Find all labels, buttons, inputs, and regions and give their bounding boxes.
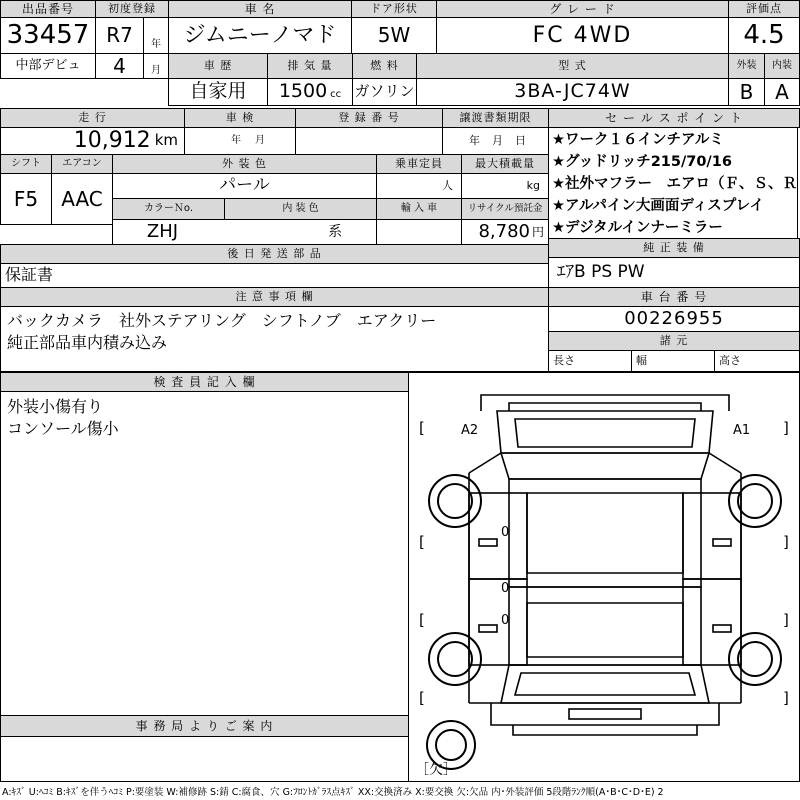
bracket-left-1: [ xyxy=(419,419,425,437)
interior-grade-label: 内装 xyxy=(764,53,800,79)
inspector-label: 検 査 員 記 入 欄 xyxy=(0,372,409,392)
car-history-label: 車 歴 xyxy=(168,53,268,79)
sales-point-item: ★アルパイン大画面ディスプレイ xyxy=(552,198,764,215)
model-code-label: 型 式 xyxy=(416,53,729,79)
door-type-label: ドア形状 xyxy=(351,0,437,18)
shaken-month-unit: 月 xyxy=(255,134,265,146)
later-parts-label: 後 日 発 送 部 品 xyxy=(0,244,549,264)
transfer-year-unit: 年 xyxy=(469,134,480,148)
ac-value: AAC xyxy=(51,173,113,225)
caution-label: 注 意 事 項 欄 xyxy=(0,287,549,307)
bracket-right-1: ] xyxy=(783,419,789,437)
mileage-label: 走 行 xyxy=(0,108,185,128)
shift-value: F5 xyxy=(0,173,52,225)
capacity-label: 乗車定員 xyxy=(376,154,462,174)
registration-year-value: R7 xyxy=(95,17,144,54)
transfer-month-unit: 月 xyxy=(492,134,503,148)
recycle-fee-number: 8,780 xyxy=(478,220,530,242)
recycle-fee-unit: 円 xyxy=(531,224,544,239)
legend-text: A:ｷｽﾞ U:ﾍｺﾐ B:ｷｽﾞを伴うﾍｺﾐ P:要塗装 W:補修跡 S:錆 C:腐食、穴 G:ﾌﾛﾝﾄｶﾞﾗｽ点ｷｽﾞ XX:交換済み X:要交換 欠:欠品 内･外装評価 5段階ﾗﾝｸ順(A･B･C･D･E) 2 xyxy=(2,787,664,798)
warranty-value: 保証書 xyxy=(0,263,549,288)
displacement-unit: cc xyxy=(330,88,342,100)
office-notice-label: 事 務 局 よ り ご 案 内 xyxy=(0,715,409,737)
bracket-left-4: [ xyxy=(419,689,425,707)
displacement-value xyxy=(267,78,353,106)
caution-notes xyxy=(0,306,549,372)
car-history-value: 自家用 xyxy=(168,78,268,106)
color-number-value xyxy=(112,219,377,245)
caution-line: バックカメラ 社外ステアリング シフトノブ エアクリー xyxy=(7,311,437,330)
inspector-line: コンソール傷小 xyxy=(7,418,119,438)
chassis-number-label: 車 台 番 号 xyxy=(548,287,800,307)
registration-year-unit: 年 xyxy=(143,17,169,54)
mileage-unit: km xyxy=(154,131,178,150)
vehicle-damage-diagram xyxy=(408,372,800,782)
mileage-number: 10,912 xyxy=(73,128,151,154)
displacement-label: 排 気 量 xyxy=(267,53,353,79)
interior-grade-value: A xyxy=(764,78,800,106)
shaken-label: 車 検 xyxy=(184,108,296,128)
transfer-deadline-label: 譲渡書類期限 xyxy=(442,108,549,128)
inspector-line: 外装小傷有り xyxy=(7,397,104,416)
bracket-right-2: ] xyxy=(783,533,789,551)
length-label: 長さ xyxy=(548,350,632,372)
damage-mark-a1: A1 xyxy=(733,423,751,438)
missing-part-mark: ［欠］ xyxy=(415,762,457,778)
max-load-value: kg xyxy=(461,173,549,199)
office-notice-area xyxy=(0,736,409,782)
plate-number-value xyxy=(295,127,443,155)
capacity-value: 人 xyxy=(376,173,462,199)
bracket-right-4: ] xyxy=(783,689,789,707)
sales-point-label: セ ー ル ス ポ イ ン ト xyxy=(548,108,800,128)
height-label: 高さ xyxy=(714,350,800,372)
car-name-label: 車 名 xyxy=(168,0,352,18)
fuel-value: ガソリン xyxy=(352,78,417,106)
color-number-label: カラーＮo. xyxy=(112,198,225,220)
lot-sub-value: 中部デビュ xyxy=(0,53,96,79)
width-label: 幅 xyxy=(631,350,715,372)
bracket-left-3: [ xyxy=(419,611,425,629)
interior-color-value: 系 xyxy=(328,223,343,240)
sales-point-item: ★グッドリッチ215/70/16 xyxy=(552,154,732,171)
sales-points-list xyxy=(548,127,798,239)
lot-number-label: 出品番号 xyxy=(0,0,96,18)
lot-number-value: 33457 xyxy=(0,17,96,54)
shift-label: シフト xyxy=(0,154,52,174)
registration-month-value: 4 xyxy=(95,53,144,79)
score-label: 評価点 xyxy=(728,0,800,18)
recycle-fee-value xyxy=(461,219,549,245)
equipment-value: ｴｱB PS PW xyxy=(548,257,800,288)
first-registration-label: 初度登録 xyxy=(95,0,169,18)
transfer-deadline-value xyxy=(442,127,549,155)
car-name-value: ジムニーノマド xyxy=(168,17,352,54)
plate-number-label: 登 録 番 号 xyxy=(295,108,443,128)
exterior-color-value: パール xyxy=(112,173,377,199)
shaken-year-unit: 年 xyxy=(231,134,241,146)
door-type-value: 5W xyxy=(351,17,437,54)
transfer-day-unit: 日 xyxy=(515,134,526,148)
dimension-label: 諸 元 xyxy=(548,331,800,351)
ac-label: エアコン xyxy=(51,154,113,174)
equipment-label: 純 正 装 備 xyxy=(548,238,800,258)
exterior-color-label: 外 装 色 xyxy=(112,154,377,174)
score-value: 4.5 xyxy=(728,17,800,54)
color-number-text: ZHJ xyxy=(146,220,179,242)
bracket-left-2: [ xyxy=(419,533,425,551)
caution-line: 純正部品車内積み込み xyxy=(7,332,168,352)
damage-mark-a2: A2 xyxy=(461,423,479,438)
exterior-grade-value: B xyxy=(728,78,765,106)
fuel-label: 燃 料 xyxy=(352,53,417,79)
exterior-grade-label: 外装 xyxy=(728,53,765,79)
inner-mark-1: 0 xyxy=(501,525,510,540)
inner-mark-3: 0 xyxy=(501,613,510,628)
shaken-value xyxy=(184,127,296,155)
max-load-label: 最大積載量 xyxy=(461,154,549,174)
grade-label: グ レ ー ド xyxy=(436,0,729,18)
sales-point-item: ★社外マフラー エアロ（Ｆ、Ｓ、Ｒ xyxy=(552,176,797,193)
displacement-number: 1500 xyxy=(278,80,328,103)
recycle-fee-label: リサイクル預託金 xyxy=(461,198,549,220)
sales-point-item: ★ワーク１６インチアルミ xyxy=(552,132,724,148)
import-label: 輸 入 車 xyxy=(376,198,462,220)
inner-mark-2: 0 xyxy=(501,581,510,596)
interior-color-label: 内 装 色 xyxy=(224,198,377,220)
import-value xyxy=(376,219,462,245)
grade-value: FC 4WD xyxy=(436,17,729,54)
inspector-notes xyxy=(0,391,409,716)
chassis-number-value: 00226955 xyxy=(548,306,800,332)
sales-point-item: ★デジタルインナーミラー xyxy=(552,220,723,237)
bracket-right-3: ] xyxy=(783,611,789,629)
registration-month-unit: 月 xyxy=(143,53,169,79)
model-code-value: 3BA-JC74W xyxy=(416,78,729,106)
mileage-value xyxy=(0,127,185,155)
